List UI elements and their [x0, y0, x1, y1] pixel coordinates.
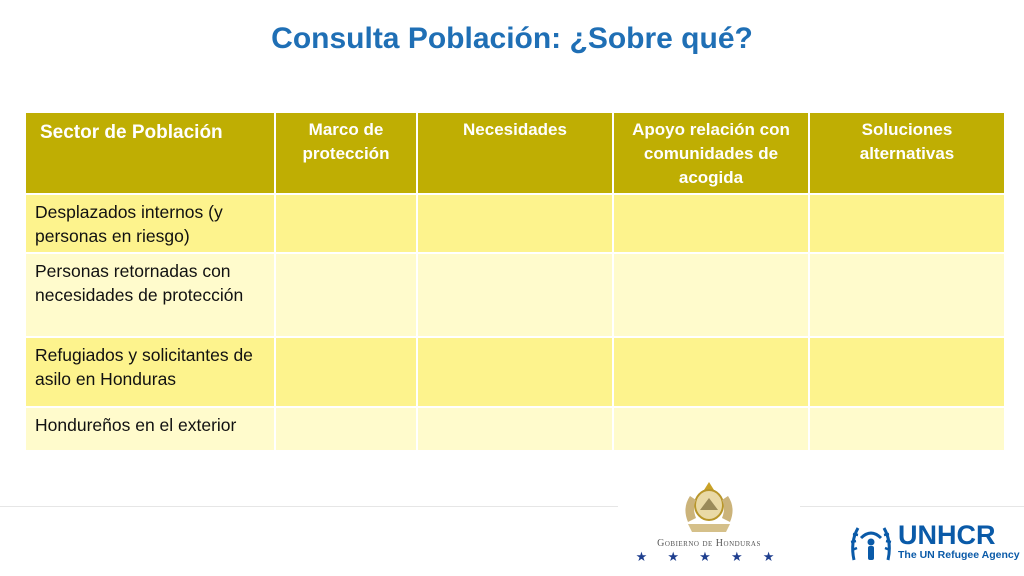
header-necesidades: Necesidades: [417, 112, 613, 194]
header-apoyo: Apoyo relación con comunidades de acogida: [613, 112, 809, 194]
table-row: [25, 253, 1005, 337]
table-cell: [417, 337, 613, 407]
table-cell: [809, 194, 1005, 253]
row-sector-label: Hondureños en el exterior: [25, 407, 275, 451]
table-header-row: [25, 112, 1005, 194]
unhcr-tagline: The UN Refugee Agency: [898, 549, 1020, 561]
table-row: [25, 337, 1005, 407]
unhcr-logo: [848, 520, 1024, 564]
coat-of-arms-icon: [674, 478, 744, 536]
footer-divider: [0, 506, 620, 507]
table-cell: [417, 407, 613, 451]
table-cell: [613, 337, 809, 407]
population-table: [24, 111, 1006, 452]
table-row: [25, 194, 1005, 253]
government-name: Gobierno de Honduras: [657, 538, 761, 549]
table-cell: [275, 407, 417, 451]
table-cell: [275, 194, 417, 253]
government-stars: ★ ★ ★ ★ ★: [635, 550, 783, 565]
slide-title: Consulta Población: ¿Sobre qué?: [271, 22, 753, 55]
row-sector-label: Personas retornadas con necesidades de protección: [25, 253, 275, 337]
header-marco: Marco de protección: [275, 112, 417, 194]
table-cell: [613, 407, 809, 451]
table-cell: [417, 194, 613, 253]
header-soluciones: Soluciones alternativas: [809, 112, 1005, 194]
table-cell: [613, 194, 809, 253]
table-row: [25, 407, 1005, 451]
table-cell: [809, 253, 1005, 337]
row-sector-label: Desplazados internos (y personas en riesgo): [25, 194, 275, 253]
government-logo: [618, 478, 800, 576]
table-cell: [613, 253, 809, 337]
unhcr-emblem-icon: [848, 520, 894, 564]
table-cell: [275, 337, 417, 407]
table-cell: [809, 407, 1005, 451]
header-sector: Sector de Población: [25, 112, 275, 194]
table-cell: [417, 253, 613, 337]
row-sector-label: Refugiados y solicitantes de asilo en Honduras: [25, 337, 275, 407]
footer-divider: [800, 506, 1024, 507]
unhcr-name: UNHCR: [898, 520, 996, 550]
table-cell: [809, 337, 1005, 407]
table-cell: [275, 253, 417, 337]
